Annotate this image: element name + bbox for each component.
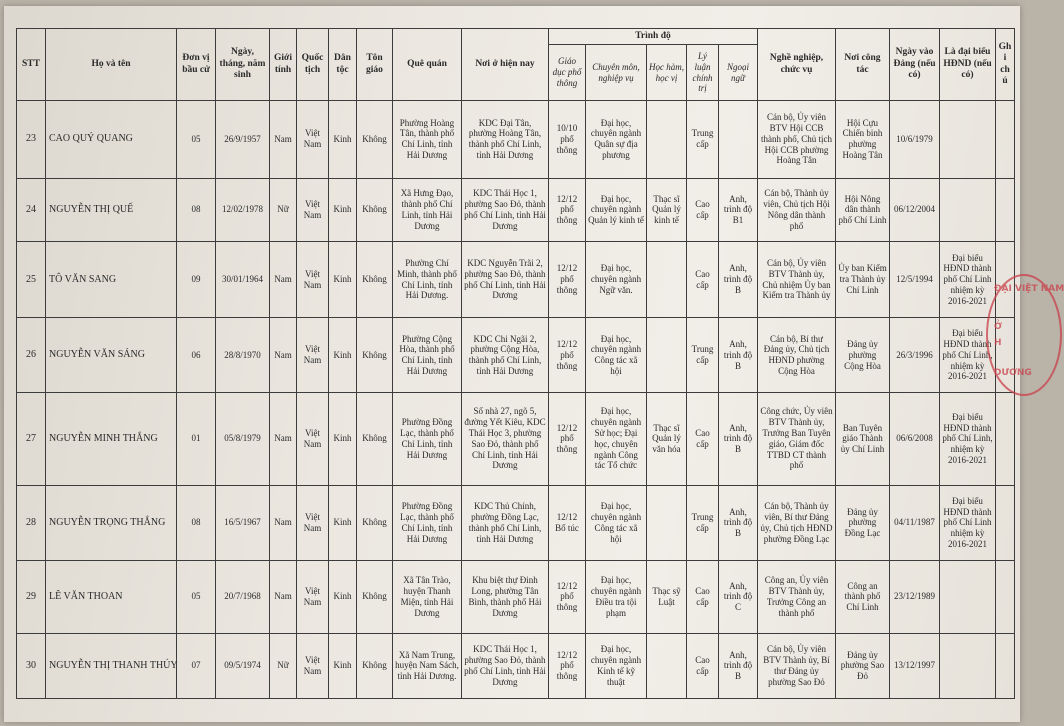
cell-party-date: 06/6/2008: [890, 392, 940, 485]
cell-religion: Không: [357, 392, 393, 485]
cell-hometown: Phường Chí Minh, thành phố Chí Linh, tỉnh Hải Dương.: [393, 241, 462, 318]
cell-unit: 08: [177, 178, 216, 241]
cell-residence: KDC Đại Tân, phường Hoàng Tân, thành phố Chí Linh, tỉnh Hải Dương: [462, 101, 549, 179]
cell-degree: [647, 101, 687, 179]
header-dob: Ngày, tháng, năm sinh: [216, 29, 270, 101]
cell-name: NGUYỄN TRỌNG THẮNG: [46, 485, 177, 561]
table-row: [17, 178, 1015, 241]
cell-nationality: Việt Nam: [297, 485, 329, 561]
cell-sex: Nam: [270, 241, 297, 318]
cell-dob: 26/9/1957: [216, 101, 270, 179]
cell-unit: 07: [177, 633, 216, 698]
cell-sex: Nam: [270, 318, 297, 392]
cell-occupation: Cán bộ, Ủy viên BTV Hội CCB thành phố, Chủ tịch Hội CCB phường Hoàng Tân: [758, 101, 836, 179]
cell-note: [996, 178, 1015, 241]
stamp-text: DƯƠNG: [994, 368, 1032, 378]
cell-note: [996, 101, 1015, 179]
cell-nationality: Việt Nam: [297, 633, 329, 698]
table-row: [17, 318, 1015, 392]
header-name: Họ và tên: [46, 29, 177, 101]
cell-language: Anh, trình độ C: [719, 561, 758, 633]
cell-religion: Không: [357, 633, 393, 698]
cell-religion: Không: [357, 241, 393, 318]
cell-occupation: Cán bộ, Ủy viên BTV Thành ủy, Chủ nhiệm Ủy ban Kiểm tra Thành ủy: [758, 241, 836, 318]
header-council: Là đại biểu HĐND (nếu có): [940, 29, 996, 101]
cell-stt: 26: [17, 318, 46, 392]
cell-workplace: Hội Nông dân thành phố Chí Linh: [836, 178, 890, 241]
cell-political: Cao cấp: [687, 561, 719, 633]
cell-note: [996, 392, 1015, 485]
cell-workplace: Ủy ban Kiểm tra Thành ủy Chí Linh: [836, 241, 890, 318]
cell-degree: [647, 241, 687, 318]
header-religion: Tôn giáo: [357, 29, 393, 101]
cell-hometown: Phường Đồng Lạc, thành phố Chí Linh, tỉnh Hải Dương: [393, 392, 462, 485]
stamp-text: Ở: [994, 322, 1002, 332]
cell-political: Cao cấp: [687, 178, 719, 241]
header-hometown: Quê quán: [393, 29, 462, 101]
cell-general: 12/12 Bổ túc: [549, 485, 586, 561]
cell-council: Đại biểu HĐND thành phố Chí Linh nhiệm kỳ 2016-2021: [940, 241, 996, 318]
cell-occupation: Cán bộ, Thành ủy viên, Bí thư Đảng ủy, Chủ tịch HĐND phường Đồng Lạc: [758, 485, 836, 561]
cell-general: 12/12 phổ thông: [549, 241, 586, 318]
cell-political: Trung cấp: [687, 485, 719, 561]
header-workplace: Nơi công tác: [836, 29, 890, 101]
cell-party-date: 23/12/1989: [890, 561, 940, 633]
cell-workplace: Đảng ủy phường Cộng Hòa: [836, 318, 890, 392]
header-general: Giáo dục phổ thông: [549, 45, 586, 101]
cell-specialty: Đại học, chuyên ngành Công tác xã hội: [586, 318, 647, 392]
cell-stt: 30: [17, 633, 46, 698]
cell-occupation: Công an, Ủy viên BTV Thành ủy, Trưởng Công an thành phố: [758, 561, 836, 633]
cell-council: Đại biểu HĐND thành phố Chí Linh, nhiệm kỳ 2016-2021: [940, 392, 996, 485]
cell-language: Anh, trình độ B: [719, 633, 758, 698]
cell-specialty: Đại học, chuyên ngành Điều tra tội phạm: [586, 561, 647, 633]
cell-language: Anh, trình độ B: [719, 318, 758, 392]
header-sex: Giới tính: [270, 29, 297, 101]
cell-general: 12/12 phổ thông: [549, 392, 586, 485]
cell-stt: 23: [17, 101, 46, 179]
header-occupation: Nghề nghiệp, chức vụ: [758, 29, 836, 101]
cell-occupation: Cán bộ, Ủy viên BTV Thành ủy, Bí thư Đảng ủy phường Sao Đỏ: [758, 633, 836, 698]
cell-degree: [647, 485, 687, 561]
cell-name: NGUYỄN THỊ THANH THÚY: [46, 633, 177, 698]
cell-party-date: 12/5/1994: [890, 241, 940, 318]
cell-hometown: Phường Đồng Lạc, thành phố Chí Linh, tỉnh Hải Dương: [393, 485, 462, 561]
cell-workplace: Hội Cựu Chiến binh phường Hoàng Tân: [836, 101, 890, 179]
cell-degree: Thạc sĩ Quản lý kinh tế: [647, 178, 687, 241]
cell-occupation: Cán bộ, Thành ủy viên, Chủ tịch Hội Nông dân thành phố: [758, 178, 836, 241]
cell-unit: 08: [177, 485, 216, 561]
cell-specialty: Đại học, chuyên ngành Ngữ văn.: [586, 241, 647, 318]
cell-name: LÊ VĂN THOAN: [46, 561, 177, 633]
cell-name: NGUYỄN THỊ QUẾ: [46, 178, 177, 241]
cell-name: CAO QUÝ QUANG: [46, 101, 177, 179]
cell-nationality: Việt Nam: [297, 178, 329, 241]
cell-hometown: Xã Tân Trào, huyện Thanh Miện, tỉnh Hải Dương: [393, 561, 462, 633]
cell-degree: Thạc sĩ Quản lý văn hóa: [647, 392, 687, 485]
cell-residence: KDC Thái Học 1, phường Sao Đỏ, thành phố Chí Linh, tỉnh Hải Dương: [462, 178, 549, 241]
table-row: [17, 633, 1015, 698]
cell-dob: 05/8/1979: [216, 392, 270, 485]
header-degree: Học hàm, học vị: [647, 45, 687, 101]
cell-party-date: 10/6/1979: [890, 101, 940, 179]
cell-council: [940, 561, 996, 633]
cell-note: [996, 485, 1015, 561]
cell-party-date: 13/12/1997: [890, 633, 940, 698]
header-ethnicity: Dân tộc: [329, 29, 357, 101]
cell-general: 12/12 phổ thông: [549, 633, 586, 698]
cell-ethnicity: Kinh: [329, 485, 357, 561]
cell-council: Đại biểu HĐND thành phố Chí Linh, nhiệm kỳ 2016-2021: [940, 318, 996, 392]
cell-stt: 28: [17, 485, 46, 561]
cell-stt: 24: [17, 178, 46, 241]
cell-ethnicity: Kinh: [329, 633, 357, 698]
cell-residence: KDC Thủ Chính, phường Đồng Lạc, thành phố Chí Linh, tỉnh Hải Dương: [462, 485, 549, 561]
cell-nationality: Việt Nam: [297, 392, 329, 485]
cell-hometown: Xã Hưng Đạo, thành phố Chí Linh, tỉnh Hải Dương: [393, 178, 462, 241]
cell-unit: 05: [177, 101, 216, 179]
cell-religion: Không: [357, 318, 393, 392]
stamp-text: ĐẠI VIỆT NAM: [994, 284, 1064, 294]
cell-council: [940, 101, 996, 179]
cell-unit: 06: [177, 318, 216, 392]
cell-general: 10/10 phổ thông: [549, 101, 586, 179]
cell-degree: [647, 633, 687, 698]
cell-hometown: Phường Cộng Hòa, thành phố Chí Linh, tỉnh Hải Dương: [393, 318, 462, 392]
cell-party-date: 06/12/2004: [890, 178, 940, 241]
candidate-table: [16, 28, 1015, 699]
cell-specialty: Đại học, chuyên ngành Công tác xã hội: [586, 485, 647, 561]
cell-dob: 16/5/1967: [216, 485, 270, 561]
cell-note: [996, 633, 1015, 698]
table-row: [17, 392, 1015, 485]
cell-political: Cao cấp: [687, 633, 719, 698]
cell-occupation: Cán bộ, Bí thư Đảng ủy, Chủ tịch HĐND phường Cộng Hòa: [758, 318, 836, 392]
cell-language: Anh, trình độ B1: [719, 178, 758, 241]
cell-residence: Khu biệt thự Đinh Long, phường Tân Bình, thành phố Hải Dương: [462, 561, 549, 633]
cell-dob: 09/5/1974: [216, 633, 270, 698]
cell-specialty: Đại học, chuyên ngành Kinh tế kỹ thuật: [586, 633, 647, 698]
cell-dob: 12/02/1978: [216, 178, 270, 241]
cell-workplace: Đảng ủy phường Sao Đỏ: [836, 633, 890, 698]
cell-unit: 01: [177, 392, 216, 485]
cell-specialty: Đại học, chuyên ngành Quân sự địa phương: [586, 101, 647, 179]
cell-council: [940, 178, 996, 241]
header-nationality: Quốc tịch: [297, 29, 329, 101]
table-row: [17, 241, 1015, 318]
header-political: Lý luận chính trị: [687, 45, 719, 101]
cell-hometown: Phường Hoàng Tân, thành phố Chí Linh, tỉnh Hải Dương: [393, 101, 462, 179]
cell-ethnicity: Kinh: [329, 101, 357, 179]
stamp-text: H: [994, 338, 1002, 348]
cell-religion: Không: [357, 561, 393, 633]
cell-unit: 05: [177, 561, 216, 633]
cell-name: NGUYỄN VĂN SÁNG: [46, 318, 177, 392]
cell-language: Anh, trình độ B: [719, 485, 758, 561]
cell-note: [996, 561, 1015, 633]
cell-sex: Nam: [270, 485, 297, 561]
header-specialty: Chuyên môn, nghiệp vụ: [586, 45, 647, 101]
header-residence: Nơi ở hiện nay: [462, 29, 549, 101]
cell-sex: Nam: [270, 561, 297, 633]
cell-ethnicity: Kinh: [329, 561, 357, 633]
cell-dob: 28/8/1970: [216, 318, 270, 392]
cell-specialty: Đại học, chuyên ngành Quản lý kinh tế: [586, 178, 647, 241]
table-body: [17, 101, 1015, 699]
cell-political: Trung cấp: [687, 318, 719, 392]
cell-political: Cao cấp: [687, 392, 719, 485]
cell-ethnicity: Kinh: [329, 318, 357, 392]
cell-workplace: Công an thành phố Chí Linh: [836, 561, 890, 633]
table-row: [17, 485, 1015, 561]
cell-political: Cao cấp: [687, 241, 719, 318]
cell-religion: Không: [357, 101, 393, 179]
cell-political: Trung cấp: [687, 101, 719, 179]
cell-religion: Không: [357, 485, 393, 561]
cell-name: TÔ VĂN SANG: [46, 241, 177, 318]
cell-general: 12/12 phổ thông: [549, 318, 586, 392]
cell-hometown: Xã Nam Trung, huyện Nam Sách, tỉnh Hải Dương.: [393, 633, 462, 698]
cell-ethnicity: Kinh: [329, 241, 357, 318]
cell-name: NGUYỄN MINH THẮNG: [46, 392, 177, 485]
cell-residence: Số nhà 27, ngõ 5, đường Yết Kiêu, KDC Thái Học 3, phường Sao Đỏ, thành phố Chí Linh, tỉnh Hải Dương: [462, 392, 549, 485]
header-unit: Đơn vị bầu cử: [177, 29, 216, 101]
red-seal-stamp: [986, 274, 1062, 396]
header-stt: STT: [17, 29, 46, 101]
cell-party-date: 26/3/1996: [890, 318, 940, 392]
cell-general: 12/12 phổ thông: [549, 561, 586, 633]
cell-residence: KDC Thái Học 1, phường Sao Đỏ, thành phố Chí Linh, tỉnh Hải Dương: [462, 633, 549, 698]
cell-stt: 29: [17, 561, 46, 633]
cell-stt: 25: [17, 241, 46, 318]
table-row: [17, 561, 1015, 633]
cell-nationality: Việt Nam: [297, 561, 329, 633]
cell-sex: Nữ: [270, 178, 297, 241]
cell-language: Anh, trình độ B: [719, 241, 758, 318]
cell-language: Anh, trình độ B: [719, 392, 758, 485]
cell-sex: Nam: [270, 101, 297, 179]
cell-religion: Không: [357, 178, 393, 241]
cell-workplace: Ban Tuyên giáo Thành ủy Chí Linh: [836, 392, 890, 485]
cell-nationality: Việt Nam: [297, 318, 329, 392]
cell-sex: Nam: [270, 392, 297, 485]
table-row: [17, 101, 1015, 179]
header-education: Trình độ: [549, 29, 758, 45]
cell-party-date: 04/11/1987: [890, 485, 940, 561]
cell-unit: 09: [177, 241, 216, 318]
cell-specialty: Đại học, chuyên ngành Sử học; Đại học, chuyên ngành Công tác Tổ chức: [586, 392, 647, 485]
header-party-date: Ngày vào Đảng (nếu có): [890, 29, 940, 101]
cell-language: [719, 101, 758, 179]
cell-sex: Nữ: [270, 633, 297, 698]
cell-general: 12/12 phổ thông: [549, 178, 586, 241]
cell-nationality: Việt Nam: [297, 241, 329, 318]
cell-stt: 27: [17, 392, 46, 485]
header-note: Ghi chú: [996, 29, 1015, 101]
cell-council: Đại biểu HĐND thành phố Chí Linh nhiệm kỳ 2016-2021: [940, 485, 996, 561]
header-language: Ngoại ngữ: [719, 45, 758, 101]
cell-workplace: Đảng ủy phường Đồng Lạc: [836, 485, 890, 561]
cell-council: [940, 633, 996, 698]
cell-residence: KDC Chi Ngãi 2, phường Cộng Hòa, thành phố Chí Linh, tỉnh Hải Dương: [462, 318, 549, 392]
cell-occupation: Công chức, Ủy viên BTV Thành ủy, Trưởng Ban Tuyên giáo, Giám đốc TTBD CT thành phố: [758, 392, 836, 485]
cell-ethnicity: Kinh: [329, 178, 357, 241]
cell-degree: [647, 318, 687, 392]
cell-ethnicity: Kinh: [329, 392, 357, 485]
cell-dob: 20/7/1968: [216, 561, 270, 633]
cell-degree: Thạc sỹ Luật: [647, 561, 687, 633]
cell-nationality: Việt Nam: [297, 101, 329, 179]
document-page: [4, 6, 1064, 722]
cell-dob: 30/01/1964: [216, 241, 270, 318]
cell-residence: KDC Nguyễn Trãi 2, phường Sao Đỏ, thành phố Chí Linh, tỉnh Hải Dương: [462, 241, 549, 318]
